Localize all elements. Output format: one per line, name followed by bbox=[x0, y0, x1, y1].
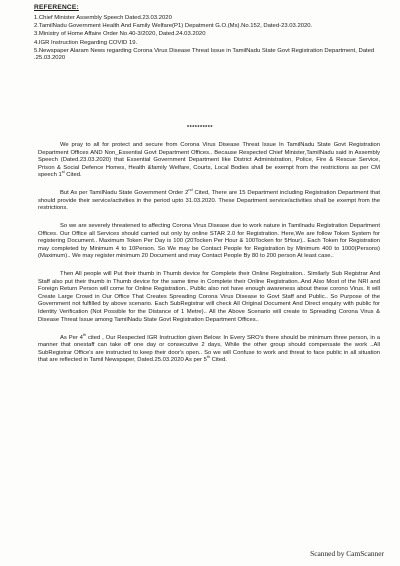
paragraph-text: We pray to all for protect and secure from Corona Virus Disease Threat Issue In TamilNadu State Govt Registration Department Offices AND Non_Essential Govt Department Offices.. Because Respected Chief Minister,TamilNadu said in Assembly Speech (Dated.23.03.2020) that Essential Government Department like District Administration, Police, Fire & Rescue Service, Prison & Social Defence Homes, Health &family Welfare, Courts, Local Bodies shall be exempt from the restrictions as per CM speech 1 bbox=[38, 142, 380, 179]
paragraph-text-end: Cited. bbox=[210, 357, 227, 364]
reference-item: 3.Ministry of Home Affaire Order No.40-3/2020, Dated.24.03.2020 bbox=[34, 31, 206, 38]
ordinal-suffix: th bbox=[206, 355, 210, 360]
reference-list bbox=[34, 15, 379, 64]
reference-item: 5.Newspaper Alaram News regarding Corona Virus Disease Threat Issue in TamilNadu State Govt Registration Department, Dated .25.03.2020 bbox=[34, 47, 375, 62]
reference-heading: REFERENCE: bbox=[34, 4, 79, 11]
letter-body bbox=[38, 142, 380, 375]
paragraph-text: As Per 4 bbox=[60, 334, 83, 341]
body-paragraph bbox=[38, 332, 380, 365]
paragraph-text-tail: cited , Our Respected IGR Instruction given Below: In Every SRO's there should be minimum three person, in a manner that onestaff can take off one day or consecutive 2 days, While the other group should compensate the work ..All SubRegistrar Office's are instructed to keep their door's open.. So we will Confuse to work and threat to face public in all situation that are reflected in Tamil Newspaper, Dated.25.03.2020 As per 5 bbox=[38, 334, 380, 364]
body-paragraph bbox=[38, 190, 380, 213]
reference-item: 2.TamilNadu Government Health And Family Welfare(P1) Depatment G.O.(Ms).No.152, Dated-23.03.2020. bbox=[34, 23, 313, 30]
paragraph-text: So we are severely threatened to affecting Corona Virus Disease due to work nature in Tamilnadu Registration Department Offices. Our Office all Services should carried out only by online STAR 2.0 for Registration. Here,We are follow Token System for registering Document.. Maximum Token Per Day is 100 (20Tocken Per Hour & 100Tocken for 5Hour).. Each Token for Registration may completed by Minimum 4 to 10Person. So We may be Contact People for Registration by Minimum 400 to 1000(Persons)(Maximum).. We may register minimum 20 Document and may Contact People By 80 to 200 person At least case.. bbox=[38, 223, 380, 260]
ordinal-suffix: nd bbox=[188, 188, 193, 193]
reference-item: 4.IGR Instruction Regarding COVID 19. bbox=[34, 39, 138, 46]
body-paragraph bbox=[38, 142, 380, 180]
body-paragraph bbox=[38, 223, 380, 261]
paragraph-text-tail: Cited. bbox=[64, 172, 82, 179]
paragraph-text: But As per TamilNadu State Government Order 2 bbox=[60, 190, 189, 197]
section-divider: ********** bbox=[187, 125, 213, 131]
reference-item: 1.Chief Minister Assembly Speech Dated.23.03.2020 bbox=[34, 15, 172, 21]
paragraph-text: Then All people will Put their thumb in Thumb device for Complete their Online Registration.. Similarly Sub Registrar And Staff also put their thumb in Thumb device for the same time in Complete their Online Registration..And Also Most of the NRI and Foreign Return Person will come for Online Registration.. Public also not have enough awareness about these corono Virus. It will Create Large Crowd in Our Office That Creates Spreading Corona Virus Disease to Govt Staff and Public.. So Purpose of the Government not fulfilled by above scenario. Each SubRegistrar will check All Original Document And Direct enquiry with public for Identity Verification (Not Possible for the Distance of 1 Metre).. All the Above Scenario will create to Spreading Corona Virus & Disease Threat Issue among TamilNadu State Govt Registration Department Offices.. bbox=[38, 271, 380, 323]
ordinal-suffix: th bbox=[82, 332, 87, 337]
ordinal-suffix: st bbox=[61, 170, 65, 175]
paragraph-text-tail: Cited, There are 15 Department including Registration Department that should provide their service/activities in the period upto 31.03.2020. These Department service/activities shall be exempt from the restrictions. bbox=[38, 190, 380, 212]
scanner-watermark: Scanned by CamScanner bbox=[310, 549, 384, 558]
body-paragraph bbox=[38, 271, 380, 324]
